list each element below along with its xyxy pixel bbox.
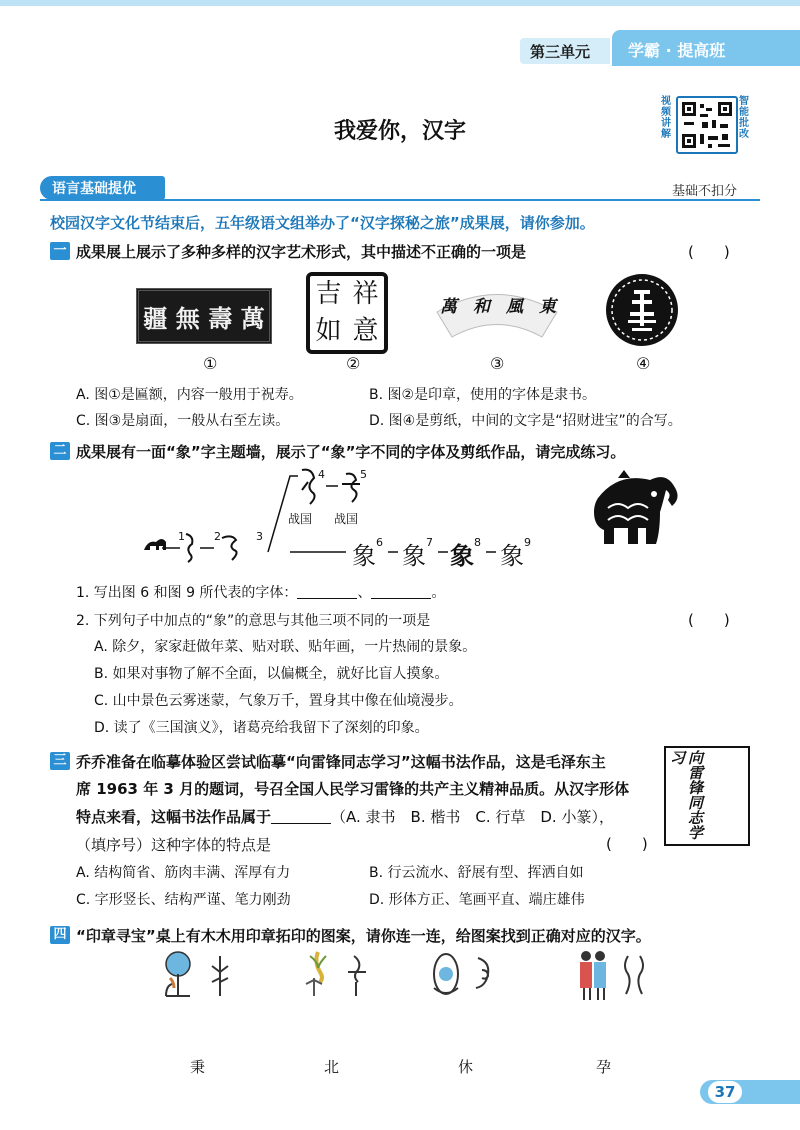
sub-question-2: 2. 下列句子中加点的“象”的意思与其他三项不同的一项是	[76, 613, 431, 629]
option-a[interactable]: A. 除夕，家家赶做年菜、贴对联、贴年画，一片热闹的景象。	[94, 639, 477, 655]
option-c[interactable]: C. 字形竖长、结构严谨、笔力刚劲	[76, 892, 291, 908]
answer-bracket[interactable]: ( )	[688, 611, 730, 629]
period-label: 战国	[334, 512, 359, 526]
question-text: 成果展上展示了多种多样的汉字艺术形式，其中描述不正确的一项是	[76, 243, 527, 261]
seal-impression-1[interactable]	[162, 948, 252, 1002]
sub-question-1	[76, 582, 445, 602]
xiang-char-7: 象	[402, 542, 426, 570]
sub-question-1-text: 1. 写出图 6 和图 9 所代表的字体：	[76, 585, 298, 601]
fan-image	[432, 282, 562, 342]
qr-left-label: 视频讲解	[661, 96, 671, 140]
match-char[interactable]: 北	[324, 1058, 340, 1076]
section-divider	[40, 199, 760, 201]
match-char[interactable]: 休	[458, 1058, 474, 1076]
answer-blank[interactable]	[297, 584, 357, 599]
question-number: 一	[50, 242, 70, 260]
question-number: 四	[50, 926, 70, 944]
figure-number: 4	[318, 468, 325, 481]
seal-char: 吉	[315, 279, 342, 309]
section-label: 语言基础提优	[52, 181, 136, 197]
option-b[interactable]: B. 图②是印章，使用的字体是隶书。	[369, 387, 597, 403]
xiang-char-8: 象	[450, 542, 474, 570]
option-d[interactable]: D. 形体方正、笔画平直、端庄雄伟	[369, 892, 585, 908]
answer-blank[interactable]	[271, 809, 331, 824]
seal-impression-4[interactable]	[576, 948, 666, 1002]
match-char[interactable]: 孕	[596, 1058, 612, 1076]
fan-char: 風	[506, 297, 523, 317]
xiang-char-6: 象	[352, 542, 376, 570]
sentence-end: 。	[431, 585, 446, 601]
period-label: 战国	[288, 512, 313, 526]
figure-label: ④	[636, 354, 651, 373]
section-note: 基础不扣分	[672, 184, 738, 199]
figure-number: 2	[214, 530, 221, 543]
option-d[interactable]: D. 图④是剪纸，中间的文字是“招财进宝”的合写。	[369, 413, 682, 429]
option-a[interactable]: A. 结构简省、筋肉丰满、浑厚有力	[76, 865, 291, 881]
question-text: “印章寻宝”桌上有木木用印章拓印的图案，请你连一连，给图案找到正确对应的汉字。	[76, 927, 651, 945]
question-text-line	[76, 806, 614, 827]
figure-label: ③	[490, 354, 505, 373]
fan-char: 東	[539, 297, 556, 317]
figure-number: 7	[426, 536, 433, 549]
plaque-char: 疆	[143, 303, 168, 333]
xiang-char-9: 象	[500, 542, 524, 570]
option-d[interactable]: D. 读了《三国演义》，诸葛亮给我留下了深刻的印象。	[94, 720, 429, 736]
option-b[interactable]: B. 如果对事物了解不全面，以偏概全，就好比盲人摸象。	[94, 666, 449, 682]
calligraphy-image	[664, 746, 750, 846]
fan-char: 和	[473, 297, 490, 317]
calligraphy-text: 向雷锋同志学习	[668, 750, 704, 840]
figure-number: 6	[376, 536, 383, 549]
figure-number: 9	[524, 536, 531, 549]
figure-number: 1	[178, 530, 185, 543]
plaque-char: 萬	[240, 303, 265, 333]
question-text-line: 席 1963 年 3 月的题词，号召全国人民学习雷锋的共产主义精神品质。从汉字形体	[76, 780, 630, 798]
option-c[interactable]: C. 山中景色云雾迷蒙，气象万千，置身其中像在仙境漫步。	[94, 693, 463, 709]
plaque-char: 壽	[208, 303, 233, 333]
question-number: 二	[50, 442, 70, 460]
seal-impression-2[interactable]	[298, 948, 388, 1002]
seal-impression-3[interactable]	[430, 948, 520, 1002]
xiang-evolution-diagram	[140, 466, 540, 572]
question-text-line: 乔乔准备在临摹体验区尝试临摹“向雷锋同志学习”这幅书法作品，这是毛泽东主	[76, 753, 606, 771]
qr-block[interactable]	[660, 96, 770, 152]
papercut-image	[604, 272, 680, 348]
figure-number: 3	[256, 530, 263, 543]
option-b[interactable]: B. 行云流水、舒展有型、挥洒自如	[369, 865, 584, 881]
answer-bracket[interactable]: ( )	[606, 835, 648, 853]
figure-number: 5	[360, 468, 367, 481]
question-text-part: 特点来看，这幅书法作品属于	[76, 808, 272, 826]
figure-number: 8	[474, 536, 481, 549]
page-title: 我爱你，汉字	[333, 119, 466, 144]
match-char[interactable]: 秉	[190, 1058, 206, 1076]
answer-blank[interactable]	[371, 584, 431, 599]
intro-text: 校园汉字文化节结束后，五年级语文组举办了“汉字探秘之旅”成果展，请你参加。	[50, 214, 595, 232]
qr-right-label: 智能批改	[739, 96, 749, 140]
answer-bracket[interactable]: ( )	[688, 243, 730, 261]
plaque-char: 無	[175, 303, 200, 333]
top-border	[0, 0, 800, 6]
unit-label: 第三单元	[530, 43, 591, 61]
separator: 、	[357, 585, 372, 601]
seal-char: 意	[352, 316, 379, 346]
option-a[interactable]: A. 图①是匾额，内容一般用于祝寿。	[76, 387, 303, 403]
page-number: 37	[708, 1081, 742, 1103]
qr-code-icon[interactable]	[676, 96, 738, 154]
fan-char: 萬	[440, 297, 457, 317]
seal-char: 祥	[352, 279, 379, 309]
figure-label: ①	[203, 354, 218, 373]
figure-label: ②	[346, 354, 361, 373]
question-number: 三	[50, 752, 70, 770]
seal-image	[306, 272, 388, 354]
option-c[interactable]: C. 图③是扇面，一般从右至左读。	[76, 413, 290, 429]
plaque-image	[136, 288, 272, 344]
question-text-line: （填序号）这种字体的特点是	[76, 836, 272, 854]
brand-label: 学霸 · 提高班	[628, 41, 726, 60]
question-text: 成果展有一面“象”字主题墙，展示了“象”字不同的字体及剪纸作品，请完成练习。	[76, 443, 626, 461]
elephant-papercut-image	[578, 468, 688, 564]
question-text-part: （A. 隶书 B. 楷书 C. 行草 D. 小篆），	[331, 808, 614, 826]
seal-char: 如	[315, 316, 342, 346]
